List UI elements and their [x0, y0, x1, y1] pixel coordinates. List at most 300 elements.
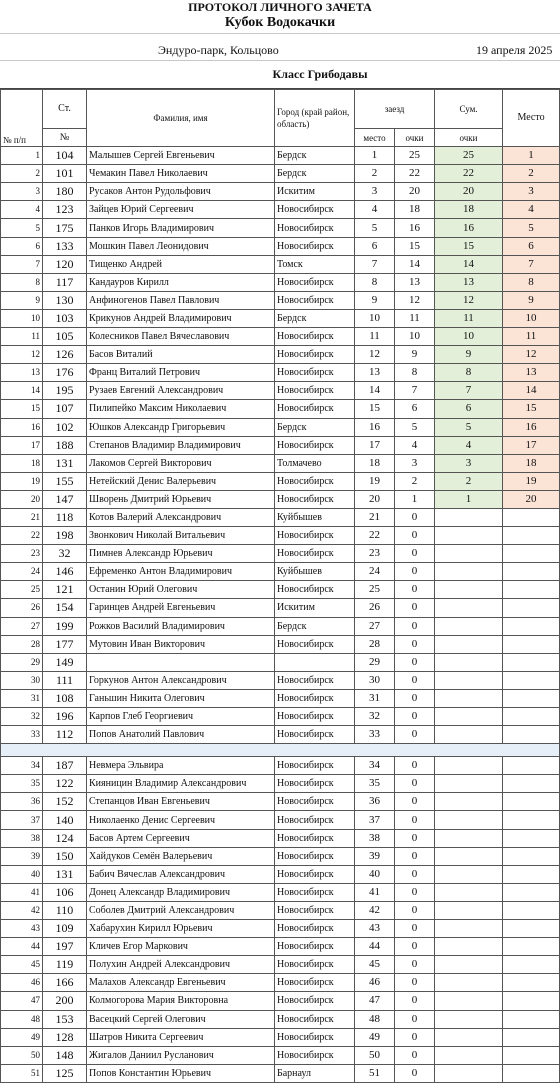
final-place	[503, 1046, 560, 1064]
sum-points: 16	[435, 219, 503, 237]
race-points: 18	[395, 201, 435, 219]
final-place	[503, 653, 560, 671]
final-place: 15	[503, 400, 560, 418]
race-place: 37	[355, 811, 395, 829]
sum-points	[435, 708, 503, 726]
race-place: 27	[355, 617, 395, 635]
table-row	[1, 901, 560, 919]
race-points: 0	[395, 671, 435, 689]
race-place: 2	[355, 165, 395, 183]
sum-points	[435, 617, 503, 635]
race-points: 0	[395, 883, 435, 901]
row-num: 6	[1, 237, 43, 255]
protocol-title: ПРОТОКОЛ ЛИЧНОГО ЗАЧЕТА	[188, 0, 372, 14]
final-place: 10	[503, 309, 560, 327]
cup-title: Кубок Водокачки	[224, 15, 336, 30]
table-row	[1, 346, 560, 364]
row-num: 35	[1, 775, 43, 793]
final-place	[503, 793, 560, 811]
race-place: 24	[355, 563, 395, 581]
rider-city: Бердск	[275, 617, 355, 635]
table-row	[1, 974, 560, 992]
race-points: 0	[395, 974, 435, 992]
sum-points	[435, 689, 503, 707]
race-points: 0	[395, 1010, 435, 1028]
rider-name: Нетейский Денис Валерьевич	[87, 472, 275, 490]
start-number: 104	[43, 147, 87, 165]
table-row	[1, 793, 560, 811]
start-number: 106	[43, 883, 87, 901]
race-points: 0	[395, 617, 435, 635]
start-number: 195	[43, 382, 87, 400]
race-points: 0	[395, 938, 435, 956]
sum-points: 14	[435, 255, 503, 273]
row-num: 40	[1, 865, 43, 883]
col-header-place: место	[355, 129, 395, 147]
rider-name: Лакомов Сергей Викторович	[87, 454, 275, 472]
race-place: 16	[355, 418, 395, 436]
rider-city: Томск	[275, 255, 355, 273]
row-num: 38	[1, 829, 43, 847]
race-points: 0	[395, 1046, 435, 1064]
table-row	[1, 599, 560, 617]
section-separator	[1, 744, 560, 757]
race-points: 6	[395, 400, 435, 418]
start-number: 180	[43, 183, 87, 201]
col-header-points: очки	[395, 129, 435, 147]
rider-city	[275, 653, 355, 671]
rider-city: Новосибирск	[275, 847, 355, 865]
row-num: 48	[1, 1010, 43, 1028]
race-place: 44	[355, 938, 395, 956]
final-place	[503, 581, 560, 599]
race-points: 0	[395, 653, 435, 671]
row-num: 26	[1, 599, 43, 617]
col-header-num: № п/п	[1, 90, 43, 147]
race-points: 0	[395, 956, 435, 974]
rider-city: Новосибирск	[275, 201, 355, 219]
row-num: 12	[1, 346, 43, 364]
race-points: 0	[395, 847, 435, 865]
separator-cell	[1, 744, 560, 757]
final-place	[503, 883, 560, 901]
row-num: 33	[1, 726, 43, 744]
race-place: 13	[355, 364, 395, 382]
rider-name: Жигалов Даниил Русланович	[87, 1046, 275, 1064]
race-place: 1	[355, 147, 395, 165]
rider-name: Звонкович Николай Витальевич	[87, 527, 275, 545]
start-number: 109	[43, 920, 87, 938]
table-row	[1, 1028, 560, 1046]
race-points: 13	[395, 273, 435, 291]
start-number: 149	[43, 653, 87, 671]
final-place	[503, 1010, 560, 1028]
sum-points	[435, 635, 503, 653]
final-place: 19	[503, 472, 560, 490]
rider-city: Новосибирск	[275, 581, 355, 599]
start-number: 119	[43, 956, 87, 974]
race-place: 14	[355, 382, 395, 400]
rider-name: Рожков Василий Владимирович	[87, 617, 275, 635]
sum-points	[435, 901, 503, 919]
table-row	[1, 865, 560, 883]
race-points: 0	[395, 1028, 435, 1046]
rider-name: Малахов Александр Евгеньевич	[87, 974, 275, 992]
final-place	[503, 599, 560, 617]
rider-city: Новосибирск	[275, 472, 355, 490]
table-row	[1, 400, 560, 418]
final-place	[503, 811, 560, 829]
rider-city: Новосибирск	[275, 956, 355, 974]
sum-points	[435, 956, 503, 974]
race-points: 0	[395, 829, 435, 847]
final-place	[503, 974, 560, 992]
sum-points: 18	[435, 201, 503, 219]
race-place: 49	[355, 1028, 395, 1046]
final-place: 4	[503, 201, 560, 219]
race-points: 3	[395, 454, 435, 472]
sum-points: 11	[435, 309, 503, 327]
race-place: 40	[355, 865, 395, 883]
row-num: 17	[1, 436, 43, 454]
sum-points: 13	[435, 273, 503, 291]
table-row	[1, 382, 560, 400]
col-header-race: заезд	[355, 90, 435, 129]
table-row	[1, 454, 560, 472]
row-num: 43	[1, 920, 43, 938]
event-date: 19 апреля 2025	[476, 43, 553, 57]
table-row	[1, 147, 560, 165]
race-place: 9	[355, 291, 395, 309]
race-place: 41	[355, 883, 395, 901]
race-points: 0	[395, 1064, 435, 1082]
rider-name: Русаков Антон Рудольфович	[87, 183, 275, 201]
table-row	[1, 956, 560, 974]
start-number: 108	[43, 689, 87, 707]
start-number: 117	[43, 273, 87, 291]
start-number: 128	[43, 1028, 87, 1046]
table-row	[1, 757, 560, 775]
start-number: 146	[43, 563, 87, 581]
row-num: 23	[1, 545, 43, 563]
race-place: 26	[355, 599, 395, 617]
final-place: 16	[503, 418, 560, 436]
rider-city: Новосибирск	[275, 364, 355, 382]
row-num: 8	[1, 273, 43, 291]
rider-name: Юшков Александр Григорьевич	[87, 418, 275, 436]
rider-city: Новосибирск	[275, 436, 355, 454]
sum-points	[435, 726, 503, 744]
row-num: 36	[1, 793, 43, 811]
row-num: 24	[1, 563, 43, 581]
table-row	[1, 201, 560, 219]
race-points: 0	[395, 793, 435, 811]
rider-city: Бердск	[275, 418, 355, 436]
rider-city: Новосибирск	[275, 726, 355, 744]
race-points: 0	[395, 901, 435, 919]
race-points: 25	[395, 147, 435, 165]
start-number: 150	[43, 847, 87, 865]
row-num: 2	[1, 165, 43, 183]
final-place	[503, 671, 560, 689]
rider-city: Новосибирск	[275, 1028, 355, 1046]
sum-points	[435, 581, 503, 599]
start-number: 131	[43, 865, 87, 883]
race-place: 39	[355, 847, 395, 865]
race-place: 22	[355, 527, 395, 545]
race-place: 32	[355, 708, 395, 726]
rider-name: Карпов Глеб Георгиевич	[87, 708, 275, 726]
rider-name: Пилипейко Максим Николаевич	[87, 400, 275, 418]
sum-points	[435, 527, 503, 545]
final-place	[503, 545, 560, 563]
race-place: 20	[355, 490, 395, 508]
row-num: 19	[1, 472, 43, 490]
race-points: 12	[395, 291, 435, 309]
race-place: 11	[355, 328, 395, 346]
start-number: 133	[43, 237, 87, 255]
rider-city: Бердск	[275, 147, 355, 165]
race-points: 2	[395, 472, 435, 490]
race-place: 36	[355, 793, 395, 811]
race-place: 50	[355, 1046, 395, 1064]
final-place	[503, 938, 560, 956]
row-num: 27	[1, 617, 43, 635]
table-row	[1, 920, 560, 938]
sum-points	[435, 563, 503, 581]
rider-name: Горкунов Антон Александрович	[87, 671, 275, 689]
rider-city: Новосибирск	[275, 829, 355, 847]
final-place: 9	[503, 291, 560, 309]
race-points: 0	[395, 992, 435, 1010]
rider-name: Степанцов Иван Евгеньевич	[87, 793, 275, 811]
col-header-start-no: №	[43, 129, 87, 147]
row-num: 25	[1, 581, 43, 599]
rider-city: Новосибирск	[275, 901, 355, 919]
sum-points	[435, 938, 503, 956]
table-row	[1, 219, 560, 237]
rider-name: Полухин Андрей Александрович	[87, 956, 275, 974]
start-number: 103	[43, 309, 87, 327]
sum-points	[435, 653, 503, 671]
final-place	[503, 726, 560, 744]
table-row	[1, 617, 560, 635]
race-points: 0	[395, 545, 435, 563]
row-num: 51	[1, 1064, 43, 1082]
final-place: 17	[503, 436, 560, 454]
start-number: 131	[43, 454, 87, 472]
race-points: 0	[395, 811, 435, 829]
start-number: 197	[43, 938, 87, 956]
class-label: Класс Грибодавы	[272, 67, 368, 81]
final-place: 11	[503, 328, 560, 346]
row-num: 32	[1, 708, 43, 726]
row-num: 47	[1, 992, 43, 1010]
rider-city: Искитим	[275, 183, 355, 201]
row-num: 28	[1, 635, 43, 653]
start-number: 153	[43, 1010, 87, 1028]
rider-name: Мутовин Иван Викторович	[87, 635, 275, 653]
rider-name	[87, 653, 275, 671]
table-row	[1, 938, 560, 956]
final-place: 14	[503, 382, 560, 400]
rider-name: Панков Игорь Владимирович	[87, 219, 275, 237]
final-place: 1	[503, 147, 560, 165]
results-table	[0, 89, 560, 1083]
final-place	[503, 865, 560, 883]
table-row	[1, 364, 560, 382]
final-place: 18	[503, 454, 560, 472]
race-points: 0	[395, 689, 435, 707]
rider-city: Новосибирск	[275, 527, 355, 545]
rider-name: Васецкий Сергей Олегович	[87, 1010, 275, 1028]
sum-points	[435, 545, 503, 563]
start-number: 111	[43, 671, 87, 689]
final-place	[503, 775, 560, 793]
rider-name: Соболев Дмитрий Александрович	[87, 901, 275, 919]
sum-points	[435, 1046, 503, 1064]
final-place	[503, 689, 560, 707]
final-place: 12	[503, 346, 560, 364]
race-points: 0	[395, 775, 435, 793]
table-row	[1, 490, 560, 508]
sum-points	[435, 1010, 503, 1028]
rider-name: Донец Александр Владимирович	[87, 883, 275, 901]
row-num: 20	[1, 490, 43, 508]
rider-name: Пимнев Александр Юрьевич	[87, 545, 275, 563]
race-points: 20	[395, 183, 435, 201]
final-place	[503, 992, 560, 1010]
table-row	[1, 847, 560, 865]
sum-points: 15	[435, 237, 503, 255]
table-row	[1, 992, 560, 1010]
race-place: 25	[355, 581, 395, 599]
start-number: 175	[43, 219, 87, 237]
race-points: 0	[395, 599, 435, 617]
rider-city: Новосибирск	[275, 1010, 355, 1028]
race-place: 28	[355, 635, 395, 653]
rider-name: Басов Артем Сергеевич	[87, 829, 275, 847]
row-num: 44	[1, 938, 43, 956]
row-num: 21	[1, 508, 43, 526]
row-num: 46	[1, 974, 43, 992]
table-row	[1, 1046, 560, 1064]
start-number: 110	[43, 901, 87, 919]
col-header-name: Фамилия, имя	[87, 90, 275, 147]
race-place: 35	[355, 775, 395, 793]
start-number: 32	[43, 545, 87, 563]
rider-city: Новосибирск	[275, 273, 355, 291]
rider-name: Чемакин Павел Николаевич	[87, 165, 275, 183]
rider-name: Гаринцев Андрей Евгеньевич	[87, 599, 275, 617]
table-row	[1, 545, 560, 563]
row-num: 16	[1, 418, 43, 436]
final-place	[503, 920, 560, 938]
race-points: 10	[395, 328, 435, 346]
table-row	[1, 708, 560, 726]
final-place	[503, 508, 560, 526]
race-points: 16	[395, 219, 435, 237]
rider-name: Ганьшин Никита Олегович	[87, 689, 275, 707]
race-place: 34	[355, 757, 395, 775]
race-points: 7	[395, 382, 435, 400]
table-row	[1, 291, 560, 309]
venue: Эндуро-парк, Кольцово	[158, 43, 279, 57]
rider-city: Новосибирск	[275, 1046, 355, 1064]
race-points: 11	[395, 309, 435, 327]
start-number: 152	[43, 793, 87, 811]
start-number: 155	[43, 472, 87, 490]
rider-name: Останин Юрий Олегович	[87, 581, 275, 599]
start-number: 177	[43, 635, 87, 653]
sum-points: 12	[435, 291, 503, 309]
table-row	[1, 1010, 560, 1028]
divider	[0, 60, 560, 61]
row-num: 30	[1, 671, 43, 689]
race-points: 4	[395, 436, 435, 454]
start-number: 102	[43, 418, 87, 436]
race-place: 23	[355, 545, 395, 563]
race-place: 3	[355, 183, 395, 201]
table-row	[1, 273, 560, 291]
table-row	[1, 689, 560, 707]
col-header-start: Ст.	[43, 90, 87, 129]
rider-name: Колмогорова Мария Викторовна	[87, 992, 275, 1010]
race-points: 5	[395, 418, 435, 436]
race-place: 47	[355, 992, 395, 1010]
race-place: 43	[355, 920, 395, 938]
race-points: 0	[395, 635, 435, 653]
race-place: 29	[355, 653, 395, 671]
table-row	[1, 883, 560, 901]
sum-points: 20	[435, 183, 503, 201]
race-place: 12	[355, 346, 395, 364]
final-place	[503, 635, 560, 653]
race-points: 15	[395, 237, 435, 255]
rider-city: Новосибирск	[275, 490, 355, 508]
final-place: 5	[503, 219, 560, 237]
rider-name: Тищенко Андрей	[87, 255, 275, 273]
table-row	[1, 237, 560, 255]
rider-name: Колесников Павел Вячеславович	[87, 328, 275, 346]
col-header-sum: Сум.	[435, 90, 503, 129]
race-place: 48	[355, 1010, 395, 1028]
sum-points	[435, 671, 503, 689]
table-header-row	[1, 90, 560, 129]
row-num: 41	[1, 883, 43, 901]
rider-city: Новосибирск	[275, 974, 355, 992]
start-number: 105	[43, 328, 87, 346]
final-place: 13	[503, 364, 560, 382]
rider-name: Франц Виталий Петрович	[87, 364, 275, 382]
race-points: 0	[395, 757, 435, 775]
rider-name: Кличев Егор Маркович	[87, 938, 275, 956]
final-place	[503, 847, 560, 865]
final-place	[503, 708, 560, 726]
col-header-city: Город (край район, область)	[275, 90, 355, 147]
start-number: 123	[43, 201, 87, 219]
row-num: 3	[1, 183, 43, 201]
race-place: 8	[355, 273, 395, 291]
race-place: 18	[355, 454, 395, 472]
start-number: 124	[43, 829, 87, 847]
table-row	[1, 829, 560, 847]
start-number: 120	[43, 255, 87, 273]
race-place: 31	[355, 689, 395, 707]
rider-city: Куйбышев	[275, 563, 355, 581]
race-points: 8	[395, 364, 435, 382]
race-place: 21	[355, 508, 395, 526]
